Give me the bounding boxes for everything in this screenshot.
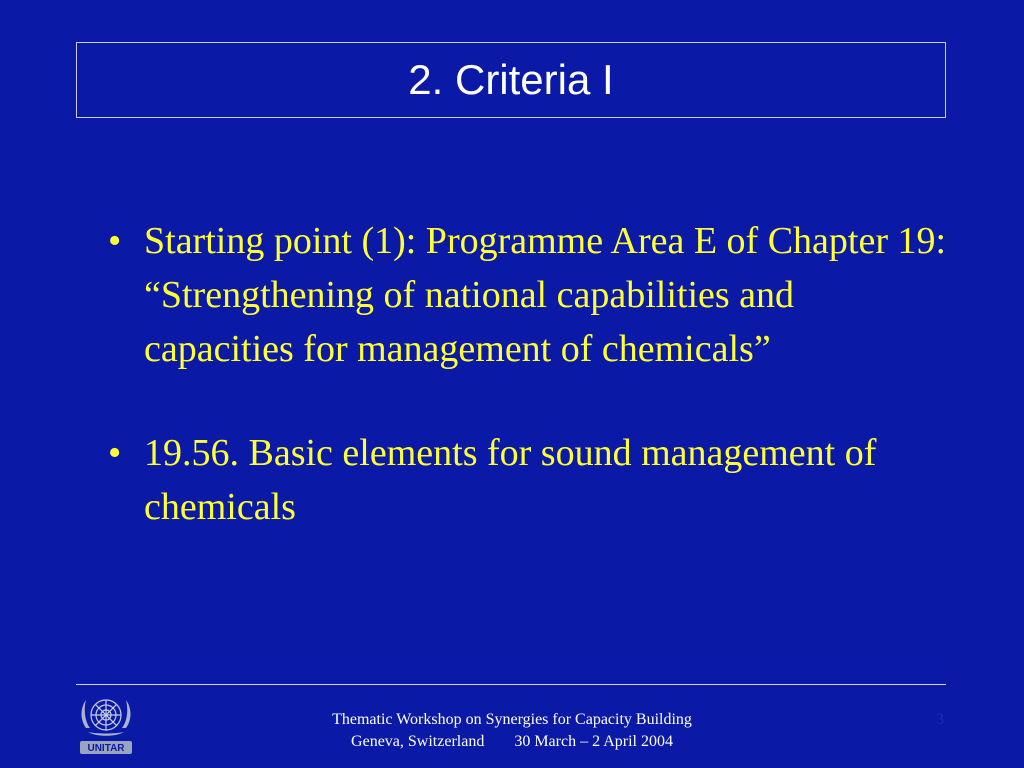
footer-divider (76, 684, 946, 685)
bullet-text-1: Starting point (1): Programme Area E of Chapter 19: “Strengthening of national capabilities and capacities for management of chemicals” (144, 220, 947, 370)
footer-line-2 (220, 731, 804, 753)
bullet-text-2: 19.56. Basic elements for sound management of chemicals (144, 432, 877, 528)
slide-title: 2. Criteria I (408, 56, 614, 103)
bullet-list (108, 214, 948, 534)
footer-line-1: Thematic Workshop on Synergies for Capacity Building (332, 711, 692, 728)
bullet-marker: • (108, 432, 122, 474)
title-frame (76, 42, 946, 118)
unitar-logo-icon (76, 690, 136, 756)
logo-text: UNITAR (87, 743, 125, 754)
slide-number: 3 (936, 711, 944, 728)
footer-dates: 30 March – 2 April 2004 (514, 733, 673, 750)
bullet-marker: • (108, 220, 122, 262)
bullet-item-1 (108, 214, 948, 376)
footer-location: Geneva, Switzerland (351, 733, 485, 750)
footer-text (220, 709, 804, 753)
bullet-item-2 (108, 426, 948, 534)
